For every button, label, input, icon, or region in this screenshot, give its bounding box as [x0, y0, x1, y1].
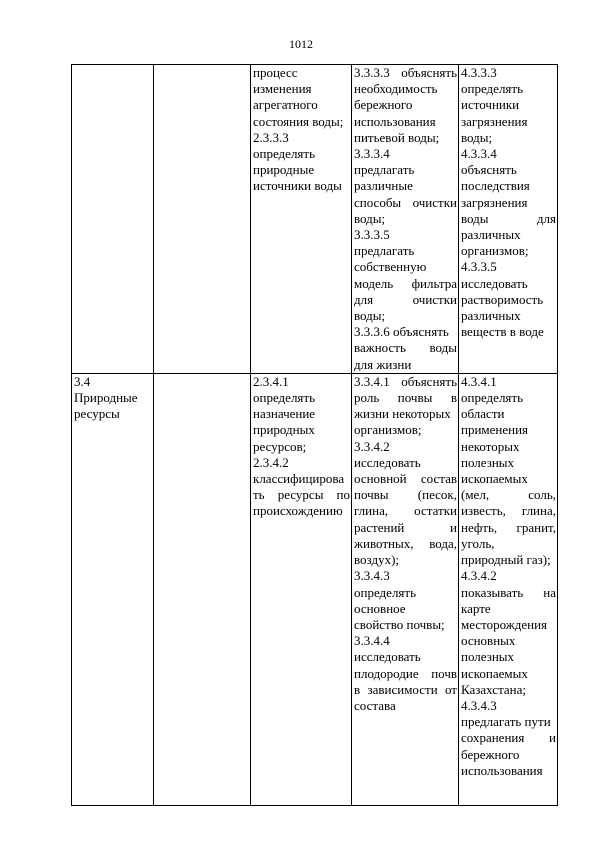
cell-text-line: исследовать — [354, 454, 421, 470]
cell-text-line: для жизни — [354, 356, 412, 372]
cell-text-line: способы очистки — [354, 194, 457, 210]
cell-text-line: загрязнения — [461, 194, 528, 210]
cell-text-line: бережного — [461, 746, 520, 762]
cell-text-line: 3.3.4.3 — [354, 568, 390, 584]
section-cell — [72, 373, 154, 805]
cell-text-line: 3.3.4.4 — [354, 633, 390, 649]
cell-text-line: необходимость — [354, 81, 438, 97]
cell-text-line: использования — [461, 762, 543, 778]
cell-text-line: предлагать — [354, 243, 415, 259]
grade-3-objectives-cell — [352, 65, 459, 374]
cell-text-line: питьевой воды; — [354, 129, 440, 145]
grade-4-objectives-cell — [459, 373, 558, 805]
cell-text-line: сохранения и — [461, 730, 556, 746]
cell-text-line: воды; — [354, 210, 386, 226]
cell-text-line: 4.3.3.5 — [461, 259, 497, 275]
cell-text-line: свойство почвы; — [354, 616, 445, 632]
cell-text-line: известь, глина, — [461, 503, 556, 519]
cell-text-line: происхождению — [253, 503, 343, 519]
cell-text-line: жизни некоторых — [354, 406, 451, 422]
cell-text-line: классифицирова — [253, 471, 345, 487]
cell-text-line: уголь, — [461, 535, 495, 551]
cell-text-line: собственную — [354, 259, 427, 275]
cell-text-line: ресурсов; — [253, 438, 307, 454]
cell-text-line: ресурсы — [74, 406, 120, 422]
cell-text-line: определять — [354, 584, 417, 600]
cell-text-line: ископаемых — [461, 471, 528, 487]
cell-text-line: основное — [354, 600, 406, 616]
cell-text-line: различных — [461, 227, 521, 243]
cell-text-line: нефть, гранит, — [461, 519, 556, 535]
cell-text-line: 3.3.4.2 — [354, 438, 390, 454]
cell-text-line: некоторых — [461, 438, 520, 454]
cell-text-line: процесс — [253, 65, 298, 80]
cell-text-line: использования — [354, 113, 436, 129]
cell-text-line: воды для — [461, 210, 556, 226]
cell-text-line: различных — [461, 308, 521, 324]
cell-text-line: природные — [253, 162, 315, 178]
blank-cell — [154, 65, 251, 374]
cell-text-line: 2.3.4.1 — [253, 373, 289, 389]
cell-text-line: роль почвы в — [354, 390, 457, 406]
cell-text-line: загрязнения — [461, 113, 528, 129]
cell-text-line: в зависимости от — [354, 681, 457, 697]
cell-text-line: растворимость — [461, 291, 544, 307]
cell-text-line: последствия — [461, 178, 530, 194]
cell-text-line: ть ресурсы по — [253, 487, 350, 503]
cell-text-line: модель фильтра — [354, 275, 457, 291]
table-row — [72, 65, 558, 374]
cell-text-line: полезных — [461, 649, 515, 665]
cell-text-line: 3.4 — [74, 373, 91, 389]
section-cell — [72, 65, 154, 374]
cell-text-line: источники — [461, 97, 520, 113]
cell-text-line: 2.3.4.2 — [253, 454, 289, 470]
cell-text-line: 3.3.4.1 объяснять — [354, 373, 457, 389]
cell-text-line: определять — [461, 81, 524, 97]
cell-text-line: (мел, соль, — [461, 487, 556, 503]
cell-text-line: месторождения — [461, 616, 548, 632]
cell-text-line: ископаемых — [461, 665, 528, 681]
cell-text-line: организмов; — [461, 243, 529, 259]
grade-2-objectives-cell — [251, 373, 352, 805]
cell-text-line: природный газ); — [461, 552, 551, 568]
grade-3-objectives-cell — [352, 373, 459, 805]
cell-text-line: 4.3.3.3 — [461, 65, 497, 80]
cell-text-line: Казахстана; — [461, 681, 527, 697]
cell-text-line: глина, остатки — [354, 503, 457, 519]
cell-text-line: 2.3.3.3 — [253, 129, 289, 145]
cell-text-line: Природные — [74, 390, 138, 406]
cell-text-line: предлагать пути — [461, 714, 551, 730]
cell-text-line: полезных — [461, 454, 515, 470]
cell-text-line: основных — [461, 633, 516, 649]
cell-text-line: основной состав — [354, 471, 457, 487]
cell-text-line: применения — [461, 422, 529, 438]
cell-text-line: для очистки — [354, 291, 457, 307]
cell-text-line: определять — [253, 146, 316, 162]
table-row — [72, 373, 558, 805]
cell-text-line: почвы (песок, — [354, 487, 457, 503]
cell-text-line: 4.3.3.4 — [461, 146, 497, 162]
cell-text-line: показывать на — [461, 584, 556, 600]
cell-text-line: объяснять — [461, 162, 517, 178]
cell-text-line: 4.3.4.3 — [461, 697, 497, 713]
cell-text-line: 3.3.3.5 — [354, 227, 390, 243]
cell-text-line: плодородие почв — [354, 665, 457, 681]
cell-text-line: источники воды — [253, 178, 342, 194]
cell-text-line: животных, вода, — [354, 535, 457, 551]
cell-text-line: воды; — [461, 129, 493, 145]
cell-text-line: 4.3.4.1 — [461, 373, 497, 389]
page-number: 1012 — [289, 37, 313, 51]
cell-text-line: различные — [354, 178, 413, 194]
cell-text-line: определять — [461, 390, 524, 406]
cell-text-line: состава — [354, 697, 396, 713]
cell-text-line: состояния воды; — [253, 113, 344, 129]
blank-cell — [154, 373, 251, 805]
cell-text-line: карте — [461, 600, 491, 616]
cell-text-line: изменения — [253, 81, 312, 97]
cell-text-line: организмов; — [354, 422, 422, 438]
cell-text-line: растений и — [354, 519, 457, 535]
cell-text-line: природных — [253, 422, 315, 438]
cell-text-line: исследовать — [354, 649, 421, 665]
grade-2-objectives-cell — [251, 65, 352, 374]
cell-text-line: определять — [253, 390, 316, 406]
cell-text-line: назначение — [253, 406, 316, 422]
cell-text-line: воздух); — [354, 552, 400, 568]
cell-text-line: веществ в воде — [461, 324, 544, 340]
cell-text-line: исследовать — [461, 275, 528, 291]
cell-text-line: 3.3.3.3 объяснять — [354, 65, 457, 80]
curriculum-table — [71, 64, 558, 806]
grade-4-objectives-cell — [459, 65, 558, 374]
cell-text-line: области — [461, 406, 505, 422]
cell-text-line: предлагать — [354, 162, 415, 178]
cell-text-line: бережного — [354, 97, 413, 113]
cell-text-line: 4.3.4.2 — [461, 568, 497, 584]
cell-text-line: воды; — [354, 308, 386, 324]
cell-text-line: 3.3.3.6 объяснять — [354, 324, 449, 340]
cell-text-line: важность воды — [354, 340, 457, 356]
cell-text-line: агрегатного — [253, 97, 318, 113]
cell-text-line: 3.3.3.4 — [354, 146, 390, 162]
